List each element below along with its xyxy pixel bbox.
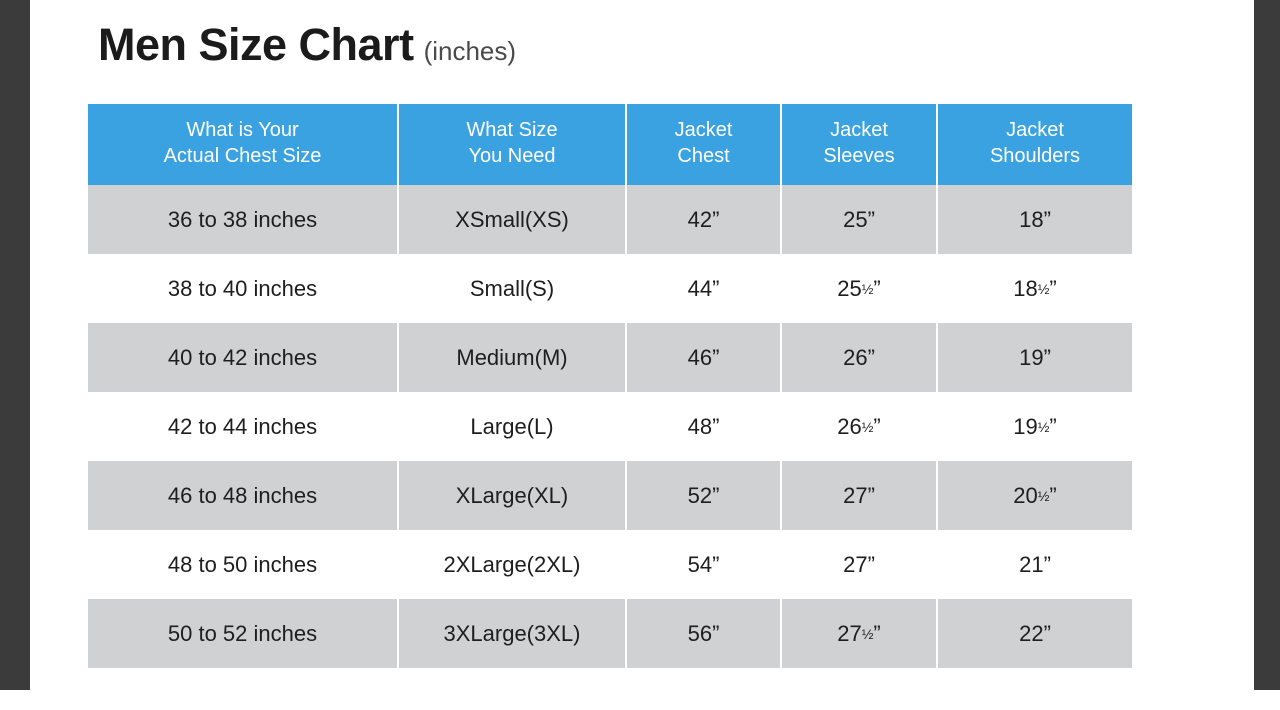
table-cell: Large(L) — [399, 392, 627, 461]
table-cell: 18½” — [938, 254, 1132, 323]
left-gutter — [0, 0, 30, 710]
table-cell: 26” — [782, 323, 938, 392]
table-cell: 21” — [938, 530, 1132, 599]
table-column-header-line: Jacket — [1006, 119, 1064, 141]
table-column-header-line: Jacket — [674, 119, 733, 141]
table-column-header-line: What Size — [466, 119, 558, 141]
table-cell: 27½” — [782, 599, 938, 668]
table-column-header — [938, 104, 1132, 185]
table-cell: 56” — [627, 599, 782, 668]
table-cell: 25½” — [782, 254, 938, 323]
table-column-header-line: Chest — [677, 144, 730, 167]
table-row — [88, 254, 1132, 323]
table-cell: 19½” — [938, 392, 1132, 461]
table-cell: 50 to 52 inches — [88, 599, 399, 668]
table-column-header-line: Sleeves — [823, 144, 895, 167]
table-cell: XLarge(XL) — [399, 461, 627, 530]
table-cell: 36 to 38 inches — [88, 185, 399, 254]
table-column-header-line: Shoulders — [989, 144, 1081, 167]
page-title — [98, 19, 517, 70]
table-cell: 46 to 48 inches — [88, 461, 399, 530]
table-cell: 42 to 44 inches — [88, 392, 399, 461]
table-row — [88, 323, 1132, 392]
table-cell: 52” — [627, 461, 782, 530]
table-cell: 22” — [938, 599, 1132, 668]
table-cell: 25” — [782, 185, 938, 254]
table-cell: 54” — [627, 530, 782, 599]
table-row — [88, 599, 1132, 668]
table-column-header-line: Jacket — [830, 119, 888, 141]
table-header-row — [88, 104, 1132, 185]
table-column-header-line: You Need — [468, 144, 556, 167]
table-cell: Small(S) — [399, 254, 627, 323]
table-cell: 38 to 40 inches — [88, 254, 399, 323]
table-cell: 3XLarge(3XL) — [399, 599, 627, 668]
table-header — [88, 104, 1132, 185]
table-cell: 42” — [627, 185, 782, 254]
table-column-header — [88, 104, 399, 185]
table-cell: 20½” — [938, 461, 1132, 530]
title-main-text: Men Size Chart — [98, 19, 414, 70]
table-column-header-line: What is Your — [186, 119, 299, 141]
size-chart-table — [88, 104, 1132, 668]
table-column-header — [399, 104, 627, 185]
table-cell: XSmall(XS) — [399, 185, 627, 254]
table-cell: 26½” — [782, 392, 938, 461]
table-row — [88, 461, 1132, 530]
table-row — [88, 185, 1132, 254]
table-row — [88, 530, 1132, 599]
table-column-header-line: Actual Chest Size — [163, 144, 322, 167]
table-cell: 48” — [627, 392, 782, 461]
table-cell: 18” — [938, 185, 1132, 254]
table-cell: 44” — [627, 254, 782, 323]
table-cell: 40 to 42 inches — [88, 323, 399, 392]
table-cell: 27” — [782, 461, 938, 530]
table-cell: 2XLarge(2XL) — [399, 530, 627, 599]
table-column-header — [627, 104, 782, 185]
table-cell: 19” — [938, 323, 1132, 392]
table-cell: Medium(M) — [399, 323, 627, 392]
right-gutter — [1254, 0, 1280, 710]
table-row — [88, 392, 1132, 461]
table-cell: 27” — [782, 530, 938, 599]
title-units-text: (inches) — [423, 36, 517, 66]
table-cell: 46” — [627, 323, 782, 392]
table-column-header — [782, 104, 938, 185]
table-body — [88, 185, 1132, 668]
bottom-strip — [0, 690, 1280, 710]
table-cell: 48 to 50 inches — [88, 530, 399, 599]
